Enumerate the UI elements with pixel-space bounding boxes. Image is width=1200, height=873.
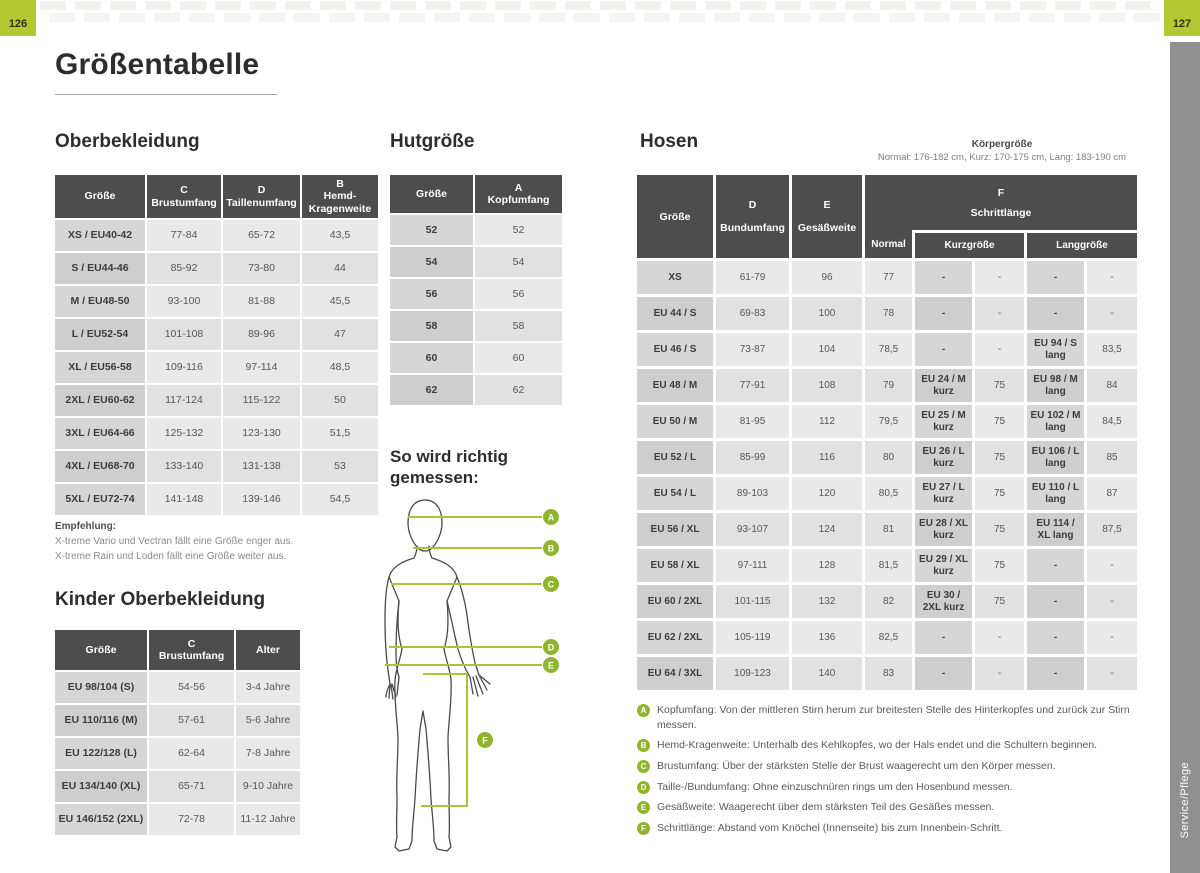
size-label-cell: EU 146/152 (2XL) xyxy=(55,804,147,835)
value-cell: 87 xyxy=(1087,477,1137,510)
table-row xyxy=(637,657,1137,690)
size-label-cell: - xyxy=(1027,585,1084,618)
size-label-cell: EU 28 / XL kurz xyxy=(915,513,972,546)
koerpergroesse-ranges: Normal: 176-182 cm, Kurz: 170-175 cm, Lang: 183-190 cm xyxy=(877,152,1127,163)
value-cell: 112 xyxy=(792,405,862,438)
table-row xyxy=(55,220,378,251)
value-cell: 3-4 Jahre xyxy=(236,672,300,703)
table-row xyxy=(637,369,1137,402)
table-row xyxy=(55,672,300,703)
legend-badge-icon: F xyxy=(637,822,650,835)
value-cell: 108 xyxy=(792,369,862,402)
value-cell: 79,5 xyxy=(865,405,912,438)
size-label-cell: 4XL / EU68-70 xyxy=(55,451,145,482)
size-label-cell: EU 98/104 (S) xyxy=(55,672,147,703)
value-cell: 85-99 xyxy=(716,441,789,474)
value-cell: 62 xyxy=(475,375,562,405)
table-row xyxy=(390,343,562,373)
value-cell: 131-138 xyxy=(223,451,300,482)
table-header xyxy=(55,175,378,218)
table-row xyxy=(55,319,378,350)
legend-item xyxy=(637,738,1145,753)
value-cell: 56 xyxy=(475,279,562,309)
subheader-normal: Normal xyxy=(865,230,912,258)
schrittlaenge-subheaders xyxy=(865,230,1137,258)
table-row xyxy=(55,385,378,416)
value-cell: 54-56 xyxy=(149,672,234,703)
badge-c: C xyxy=(547,579,555,590)
size-label-cell: EU 110/116 (M) xyxy=(55,705,147,736)
value-cell: 81-95 xyxy=(716,405,789,438)
page-number-right xyxy=(1164,0,1200,36)
value-cell: 54 xyxy=(475,247,562,277)
size-label-cell: 62 xyxy=(390,375,473,405)
table-header xyxy=(55,630,300,670)
size-label-cell: 60 xyxy=(390,343,473,373)
value-cell: 58 xyxy=(475,311,562,341)
size-label-cell: 52 xyxy=(390,215,473,245)
value-cell: 11-12 Jahre xyxy=(236,804,300,835)
value-cell: 82,5 xyxy=(865,621,912,654)
size-label-cell: S / EU44-46 xyxy=(55,253,145,284)
table-header xyxy=(637,175,1137,258)
size-label-cell: EU 46 / S xyxy=(637,333,713,366)
size-label-cell: - xyxy=(915,297,972,330)
table-row xyxy=(55,253,378,284)
size-label-cell: EU 62 / 2XL xyxy=(637,621,713,654)
value-cell: 9-10 Jahre xyxy=(236,771,300,802)
size-label-cell: EU 50 / M xyxy=(637,405,713,438)
column-header-gesaessweite: E Gesäßweite xyxy=(792,175,862,258)
size-label-cell: EU 52 / L xyxy=(637,441,713,474)
measurement-legend xyxy=(637,703,1145,842)
value-cell: 97-114 xyxy=(223,352,300,383)
value-cell: 133-140 xyxy=(147,451,221,482)
value-cell: 80,5 xyxy=(865,477,912,510)
measure-line-f xyxy=(421,674,467,806)
legend-text: Gesäßweite: Waagerecht über dem stärksten Teil des Gesäßes messen. xyxy=(657,801,995,814)
human-outline xyxy=(385,500,490,851)
value-cell: 93-100 xyxy=(147,286,221,317)
column-header-groesse: Größe xyxy=(390,175,473,213)
body-figure-illustration xyxy=(383,496,578,868)
value-cell: 73-87 xyxy=(716,333,789,366)
column-header-alter: Alter xyxy=(236,630,300,670)
legend-badge-icon: D xyxy=(637,781,650,794)
size-label-cell: - xyxy=(915,621,972,654)
recommendation-line: X-treme Vario und Vectran fällt eine Größe enger aus. xyxy=(55,536,294,547)
value-cell: 60 xyxy=(475,343,562,373)
value-cell: 87,5 xyxy=(1087,513,1137,546)
table-row xyxy=(55,705,300,736)
size-label-cell: EU 114 / XL lang xyxy=(1027,513,1084,546)
size-label-cell: EU 122/128 (L) xyxy=(55,738,147,769)
value-cell: 81,5 xyxy=(865,549,912,582)
value-cell: - xyxy=(1087,621,1137,654)
body-measurement-diagram xyxy=(383,496,578,868)
legend-badge-icon: B xyxy=(637,739,650,752)
size-label-cell: EU 106 / L lang xyxy=(1027,441,1084,474)
size-label-cell: - xyxy=(1027,657,1084,690)
size-label-cell: EU 54 / L xyxy=(637,477,713,510)
size-label-cell: XL / EU56-58 xyxy=(55,352,145,383)
column-header-groesse: Größe xyxy=(55,175,145,218)
value-cell: 132 xyxy=(792,585,862,618)
value-cell: 104 xyxy=(792,333,862,366)
value-cell: 83,5 xyxy=(1087,333,1137,366)
table-row xyxy=(55,484,378,515)
value-cell: - xyxy=(975,297,1024,330)
value-cell: 78 xyxy=(865,297,912,330)
size-label-cell: EU 94 / S lang xyxy=(1027,333,1084,366)
table-row xyxy=(55,738,300,769)
column-header-brustumfang: C Brustumfang xyxy=(149,630,234,670)
column-header-schrittlaenge: F Schrittlänge xyxy=(865,175,1137,230)
section-heading-hosen: Hosen xyxy=(640,131,699,152)
table-row xyxy=(637,405,1137,438)
size-label-cell: 54 xyxy=(390,247,473,277)
value-cell: 100 xyxy=(792,297,862,330)
legend-text: Hemd-Kragenweite: Unterhalb des Kehlkopfes, wo der Hals endet und die Schultern beginnen. xyxy=(657,739,1098,752)
recommendation-line: X-treme Rain und Loden fällt eine Größe weiter aus. xyxy=(55,550,287,562)
koerpergroesse-note xyxy=(872,139,1132,163)
size-label-cell: EU 98 / M lang xyxy=(1027,369,1084,402)
size-label-cell: XS / EU40-42 xyxy=(55,220,145,251)
table-kinder-oberbekleidung xyxy=(55,630,300,835)
table-hutgroesse xyxy=(390,175,562,405)
value-cell: 77-91 xyxy=(716,369,789,402)
value-cell: 52 xyxy=(475,215,562,245)
badge-b: B xyxy=(547,543,555,554)
badge-e: E xyxy=(547,660,555,671)
legend-text: Kopfumfang: Von der mittleren Stirn herum zur breitesten Stelle des Hinterkopfes und zurück zur Stirn messen. xyxy=(657,704,1130,731)
value-cell: 96 xyxy=(792,261,862,294)
value-cell: 105-119 xyxy=(716,621,789,654)
value-cell: 77-84 xyxy=(147,220,221,251)
value-cell: 75 xyxy=(975,549,1024,582)
value-cell: 57-61 xyxy=(149,705,234,736)
size-label-cell: 2XL / EU60-62 xyxy=(55,385,145,416)
value-cell: 89-103 xyxy=(716,477,789,510)
table-header xyxy=(390,175,562,213)
table-oberbekleidung xyxy=(55,175,378,515)
table-row xyxy=(390,279,562,309)
table-row xyxy=(637,297,1137,330)
size-label-cell: EU 60 / 2XL xyxy=(637,585,713,618)
size-label-cell: EU 29 / XL kurz xyxy=(915,549,972,582)
value-cell: 44 xyxy=(302,253,378,284)
table-row xyxy=(637,549,1137,582)
title-underline xyxy=(55,94,277,95)
table-row xyxy=(637,261,1137,294)
legend-item xyxy=(637,759,1145,774)
table-row xyxy=(55,352,378,383)
value-cell: 120 xyxy=(792,477,862,510)
page-number-left-label: 126 xyxy=(8,18,28,30)
value-cell: 136 xyxy=(792,621,862,654)
subheader-kurzgroesse: Kurzgröße xyxy=(915,233,1024,258)
legend-badge-icon: A xyxy=(637,704,650,717)
size-label-cell: XS xyxy=(637,261,713,294)
value-cell: 116 xyxy=(792,441,862,474)
value-cell: 109-123 xyxy=(716,657,789,690)
table-hosen xyxy=(637,175,1137,690)
value-cell: - xyxy=(975,333,1024,366)
value-cell: 75 xyxy=(975,477,1024,510)
size-label-cell: EU 110 / L lang xyxy=(1027,477,1084,510)
value-cell: 81 xyxy=(865,513,912,546)
value-cell: 97-111 xyxy=(716,549,789,582)
measure-badges xyxy=(477,509,559,748)
recommendation-title: Empfehlung: xyxy=(55,521,117,532)
value-cell: 84 xyxy=(1087,369,1137,402)
column-header-schrittlaenge-group xyxy=(865,175,1137,258)
table-row xyxy=(637,441,1137,474)
value-cell: 5-6 Jahre xyxy=(236,705,300,736)
table-row xyxy=(637,513,1137,546)
value-cell: 101-115 xyxy=(716,585,789,618)
column-header-taillenumfang: D Taillenumfang xyxy=(223,175,300,218)
table-row xyxy=(55,771,300,802)
recommendation-note xyxy=(55,521,385,564)
value-cell: - xyxy=(1087,549,1137,582)
size-label-cell: EU 30 / 2XL kurz xyxy=(915,585,972,618)
table-row xyxy=(637,621,1137,654)
value-cell: - xyxy=(975,657,1024,690)
decorative-top-pattern xyxy=(40,1,1160,22)
value-cell: 85 xyxy=(1087,441,1137,474)
page-number-left xyxy=(0,0,36,36)
value-cell: 124 xyxy=(792,513,862,546)
table-body xyxy=(390,215,562,405)
table-row xyxy=(637,585,1137,618)
size-label-cell: 5XL / EU72-74 xyxy=(55,484,145,515)
legend-badge-icon: E xyxy=(637,801,650,814)
table-row xyxy=(55,451,378,482)
value-cell: 61-79 xyxy=(716,261,789,294)
table-row xyxy=(55,286,378,317)
table-row xyxy=(637,333,1137,366)
value-cell: 128 xyxy=(792,549,862,582)
value-cell: 45,5 xyxy=(302,286,378,317)
size-label-cell: EU 24 / M kurz xyxy=(915,369,972,402)
size-label-cell: EU 58 / XL xyxy=(637,549,713,582)
value-cell: 109-116 xyxy=(147,352,221,383)
value-cell: 101-108 xyxy=(147,319,221,350)
size-label-cell: - xyxy=(1027,261,1084,294)
badge-d: D xyxy=(547,642,555,653)
legend-badge-icon: C xyxy=(637,760,650,773)
value-cell: 85-92 xyxy=(147,253,221,284)
size-label-cell: - xyxy=(1027,621,1084,654)
size-label-cell: EU 48 / M xyxy=(637,369,713,402)
column-header-groesse: Größe xyxy=(637,175,713,258)
column-header-brustumfang: C Brustumfang xyxy=(147,175,221,218)
column-header-bundumfang: D Bundumfang xyxy=(716,175,789,258)
value-cell: 89-96 xyxy=(223,319,300,350)
legend-text: Taille-/Bundumfang: Ohne einzuschnüren rings um den Hosenbund messen. xyxy=(657,780,1013,793)
value-cell: 54,5 xyxy=(302,484,378,515)
table-row xyxy=(390,215,562,245)
value-cell: 140 xyxy=(792,657,862,690)
subheader-langgroesse: Langgröße xyxy=(1027,233,1137,258)
legend-text: Brustumfang: Über der stärksten Stelle der Brust waagerecht um den Körper messen. xyxy=(657,760,1056,773)
size-label-cell: EU 25 / M kurz xyxy=(915,405,972,438)
size-label-cell: EU 44 / S xyxy=(637,297,713,330)
value-cell: 50 xyxy=(302,385,378,416)
value-cell: 139-146 xyxy=(223,484,300,515)
legend-item xyxy=(637,821,1145,836)
size-label-cell: EU 134/140 (XL) xyxy=(55,771,147,802)
size-label-cell: EU 102 / M lang xyxy=(1027,405,1084,438)
badge-a: A xyxy=(547,512,555,523)
value-cell: 65-71 xyxy=(149,771,234,802)
value-cell: 65-72 xyxy=(223,220,300,251)
legend-item xyxy=(637,800,1145,815)
column-header-kopfumfang: A Kopfumfang xyxy=(475,175,562,213)
value-cell: 117-124 xyxy=(147,385,221,416)
legend-item xyxy=(637,780,1145,795)
value-cell: 75 xyxy=(975,369,1024,402)
value-cell: 7-8 Jahre xyxy=(236,738,300,769)
value-cell: 141-148 xyxy=(147,484,221,515)
size-label-cell: 58 xyxy=(390,311,473,341)
value-cell: 93-107 xyxy=(716,513,789,546)
size-label-cell: - xyxy=(1027,549,1084,582)
size-label-cell: EU 27 / L kurz xyxy=(915,477,972,510)
value-cell: 79 xyxy=(865,369,912,402)
column-header-hemd-kragenweite: B Hemd-Kragenweite xyxy=(302,175,378,218)
table-row xyxy=(55,804,300,835)
size-label-cell: - xyxy=(915,333,972,366)
page-number-right-label: 127 xyxy=(1172,18,1192,30)
legend-text: Schrittlänge: Abstand vom Knöchel (Innenseite) bis zum Innenbein-Schritt. xyxy=(657,822,1003,835)
table-body xyxy=(55,220,378,515)
size-label-cell: EU 56 / XL xyxy=(637,513,713,546)
measure-heading: So wird richtig gemessen: xyxy=(390,447,509,488)
size-label-cell: 56 xyxy=(390,279,473,309)
value-cell: - xyxy=(975,261,1024,294)
value-cell: 75 xyxy=(975,585,1024,618)
value-cell: 69-83 xyxy=(716,297,789,330)
value-cell: 75 xyxy=(975,513,1024,546)
size-label-cell: - xyxy=(915,261,972,294)
value-cell: 47 xyxy=(302,319,378,350)
table-row xyxy=(390,247,562,277)
size-label-cell: EU 64 / 3XL xyxy=(637,657,713,690)
value-cell: - xyxy=(1087,261,1137,294)
value-cell: - xyxy=(975,621,1024,654)
value-cell: 77 xyxy=(865,261,912,294)
value-cell: 72-78 xyxy=(149,804,234,835)
table-row xyxy=(390,311,562,341)
size-label-cell: L / EU52-54 xyxy=(55,319,145,350)
size-label-cell: EU 26 / L kurz xyxy=(915,441,972,474)
value-cell: 73-80 xyxy=(223,253,300,284)
value-cell: 78,5 xyxy=(865,333,912,366)
table-body xyxy=(637,261,1137,690)
value-cell: 80 xyxy=(865,441,912,474)
badge-f: F xyxy=(482,735,488,746)
value-cell: 48,5 xyxy=(302,352,378,383)
value-cell: 123-130 xyxy=(223,418,300,449)
section-side-strip xyxy=(1170,42,1200,873)
section-heading-oberbekleidung: Oberbekleidung xyxy=(55,131,200,152)
size-label-cell: - xyxy=(1027,297,1084,330)
table-row xyxy=(637,477,1137,510)
table-row xyxy=(55,418,378,449)
value-cell: 75 xyxy=(975,405,1024,438)
value-cell: 81-88 xyxy=(223,286,300,317)
value-cell: 62-64 xyxy=(149,738,234,769)
value-cell: - xyxy=(1087,657,1137,690)
value-cell: 51,5 xyxy=(302,418,378,449)
table-body xyxy=(55,672,300,835)
value-cell: 43,5 xyxy=(302,220,378,251)
size-label-cell: 3XL / EU64-66 xyxy=(55,418,145,449)
side-strip-label: Service/Pflege xyxy=(1179,762,1191,839)
value-cell: 75 xyxy=(975,441,1024,474)
section-heading-hutgroesse: Hutgröße xyxy=(390,131,475,152)
column-header-groesse: Größe xyxy=(55,630,147,670)
section-heading-kinder: Kinder Oberbekleidung xyxy=(55,589,266,610)
value-cell: - xyxy=(1087,585,1137,618)
value-cell: - xyxy=(1087,297,1137,330)
table-row xyxy=(390,375,562,405)
page-title: Größentabelle xyxy=(55,48,260,81)
value-cell: 125-132 xyxy=(147,418,221,449)
value-cell: 84,5 xyxy=(1087,405,1137,438)
value-cell: 53 xyxy=(302,451,378,482)
koerpergroesse-title: Körpergröße xyxy=(971,139,1033,150)
value-cell: 83 xyxy=(865,657,912,690)
legend-item xyxy=(637,703,1145,732)
size-label-cell: M / EU48-50 xyxy=(55,286,145,317)
value-cell: 82 xyxy=(865,585,912,618)
size-label-cell: - xyxy=(915,657,972,690)
value-cell: 115-122 xyxy=(223,385,300,416)
